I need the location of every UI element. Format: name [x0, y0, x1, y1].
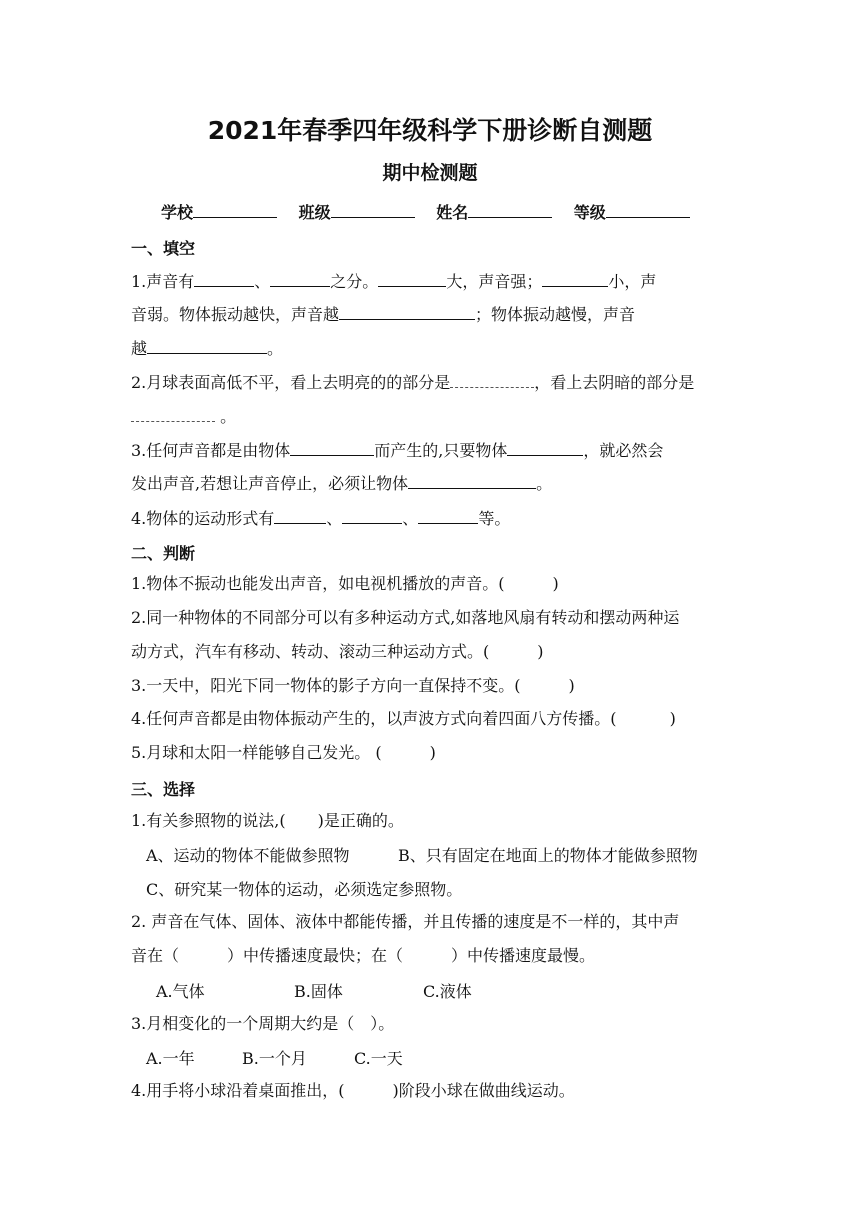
answer-blank[interactable] — [274, 507, 326, 524]
judge-q4: 4.任何声音都是由物体振动产生的，以声波方式向着四面八方传播。( ) — [131, 709, 676, 728]
page-subtitle: 期中检测题 — [382, 162, 478, 184]
fill-q4: 4.物体的运动形式有 、 、 等。 — [131, 509, 511, 528]
answer-blank[interactable] — [290, 439, 374, 456]
choice-q1-option-c: C、研究某一物体的运动，必须选定参照物。 — [146, 880, 463, 899]
answer-blank[interactable] — [542, 270, 608, 287]
choice-q2-option-c: C.液体 — [423, 982, 472, 1001]
class-field: 班级 — [299, 200, 415, 223]
fill-q3-line2: 发出声音,若想让声音停止，必须让物体 。 — [131, 474, 553, 493]
judge-q1: 1.物体不振动也能发出声音，如电视机播放的声音。( ) — [131, 574, 559, 593]
judge-q3: 3.一天中，阳光下同一物体的影子方向一直保持不变。( ) — [131, 676, 575, 695]
fill-q1-line1: 1.声音有 、 之分。 大，声音强； 小，声 — [131, 272, 657, 291]
fill-q2-line2: 。 — [131, 405, 731, 428]
section-heading-fill: 一、填空 — [131, 239, 196, 258]
choice-q1-option-a: A、运动的物体不能做参照物 — [146, 846, 350, 865]
answer-blank[interactable] — [507, 439, 583, 456]
answer-blank[interactable] — [147, 337, 267, 354]
section-heading-choice: 三、选择 — [131, 780, 196, 799]
choice-q2-line1: 2. 声音在气体、固体、液体中都能传播，并且传播的速度是不一样的，其中声 — [131, 912, 680, 931]
choice-q3-option-c: C.一天 — [354, 1049, 403, 1068]
fill-q2-line1: 2.月球表面高低不平，看上去明亮的的部分是 ，看上去阴暗的部分是 — [131, 373, 695, 392]
page-title: 2021年春季四年级科学下册诊断自测题 — [207, 116, 653, 145]
choice-q3-option-b: B.一个月 — [242, 1049, 307, 1068]
fill-q1-line2: 音弱。物体振动越快，声音越 ；物体振动越慢，声音 — [131, 305, 636, 324]
choice-q3: 3.月相变化的一个周期大约是（ ）。 — [131, 1014, 395, 1033]
choice-q2-option-a: A.气体 — [156, 982, 205, 1001]
choice-q1-option-b: B、只有固定在地面上的物体才能做参照物 — [398, 846, 698, 865]
answer-blank[interactable] — [270, 270, 330, 287]
fill-q1-line3: 越 。 — [131, 339, 284, 358]
answer-blank[interactable] — [450, 371, 534, 388]
choice-q1: 1.有关参照物的说法,( )是正确的。 — [131, 811, 404, 830]
answer-blank[interactable] — [131, 405, 215, 422]
choice-q4: 4.用手将小球沿着桌面推出，( )阶段小球在做曲线运动。 — [131, 1081, 575, 1100]
judge-q5: 5.月球和太阳一样能够自己发光。 ( ) — [131, 743, 436, 762]
school-field: 学校 — [161, 200, 277, 223]
fill-q3-line1: 3.任何声音都是由物体 而产生的,只要物体 ，就必然会 — [131, 441, 664, 460]
answer-blank[interactable] — [408, 472, 536, 489]
school-blank[interactable] — [193, 203, 277, 218]
answer-blank[interactable] — [418, 507, 478, 524]
class-blank[interactable] — [331, 203, 415, 218]
judge-q2-line2: 动方式，汽车有移动、转动、滚动三种运动方式。( ) — [131, 642, 544, 661]
choice-q2-line2: 音在（ ）中传播速度最快；在（ ）中传播速度最慢。 — [131, 946, 596, 965]
grade-field: 等级 — [574, 200, 690, 223]
grade-blank[interactable] — [606, 203, 690, 218]
section-heading-judge: 二、判断 — [131, 544, 196, 563]
name-blank[interactable] — [468, 203, 552, 218]
judge-q2-line1: 2.同一种物体的不同部分可以有多种运动方式,如落地风扇有转动和摆动两种运 — [131, 608, 680, 627]
name-field: 姓名 — [436, 200, 552, 223]
answer-blank[interactable] — [194, 270, 254, 287]
student-info-row — [161, 200, 706, 223]
answer-blank[interactable] — [342, 507, 402, 524]
choice-q3-option-a: A.一年 — [146, 1049, 195, 1068]
answer-blank[interactable] — [378, 270, 446, 287]
choice-q2-option-b: B.固体 — [294, 982, 343, 1001]
answer-blank[interactable] — [339, 303, 475, 320]
